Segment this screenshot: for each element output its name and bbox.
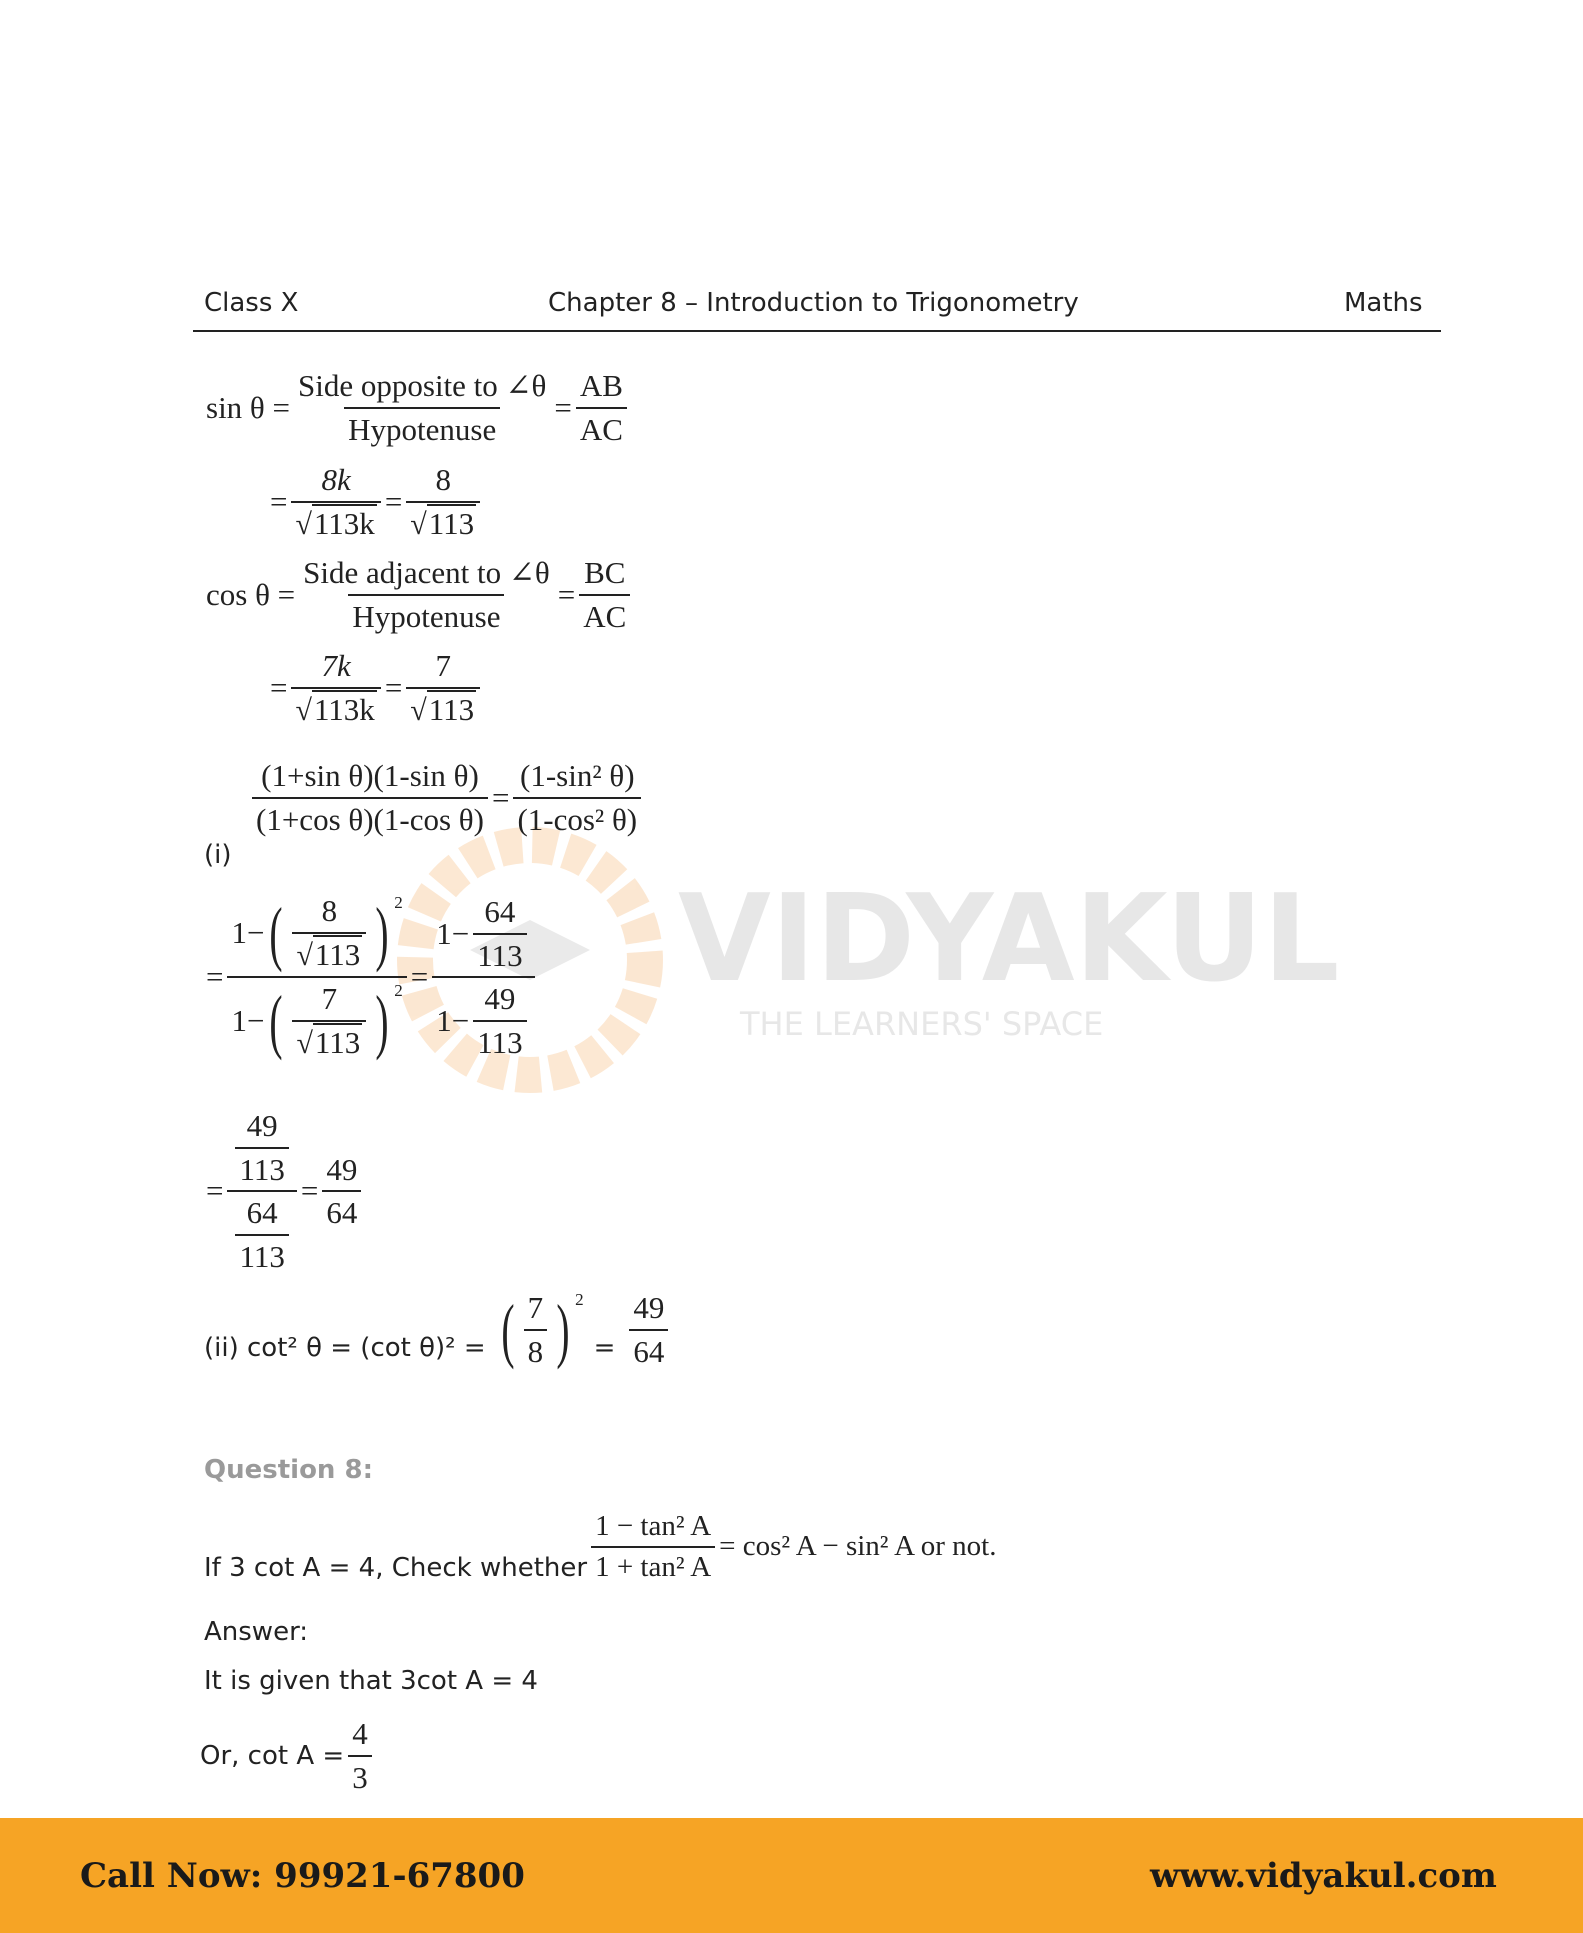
- part-i-right-fraction: [513, 758, 641, 837]
- eight-fraction: [406, 462, 480, 542]
- seven-k-fraction: [291, 648, 380, 728]
- radical-icon: √: [296, 938, 313, 972]
- left-paren-icon: (: [501, 1289, 515, 1370]
- substituted-denominator: [227, 976, 406, 1061]
- formula-rhs: = cos² A − sin² A or not.: [719, 1530, 997, 1562]
- seven-text: 7: [527, 1290, 544, 1325]
- sqrt-113: [406, 501, 480, 543]
- radicand: 113: [428, 505, 475, 541]
- result-49-over-64: [322, 1152, 361, 1231]
- sin-definition: [206, 368, 631, 447]
- seven-over-root-fraction: [292, 981, 366, 1061]
- substituted-fraction: [227, 893, 406, 1061]
- simplified-numerator: [432, 894, 534, 976]
- four-text: 4: [352, 1716, 368, 1751]
- substituted-numerator: [227, 893, 406, 976]
- eight-k-fraction: [291, 462, 380, 542]
- radicand: 113: [314, 936, 361, 972]
- part-ii-expression: [204, 1290, 672, 1369]
- right-paren-icon: ): [375, 981, 389, 1062]
- part-ii-text: (ii) cot² θ = (cot θ)² =: [204, 1333, 486, 1364]
- radicand: 113: [314, 1024, 361, 1060]
- sixty-four-text: 64: [322, 1190, 361, 1231]
- complex-fraction: [227, 1108, 296, 1275]
- sqrt-113: [406, 687, 480, 729]
- part-i-left-fraction: [252, 758, 488, 837]
- cot-label: Or, cot A =: [200, 1740, 345, 1771]
- 49-over-113: [473, 981, 526, 1060]
- tan-numerator: 1 − tan² A: [595, 1510, 712, 1542]
- eight-text: 8: [435, 462, 451, 497]
- equals: =: [410, 959, 429, 995]
- equals: =: [300, 1173, 319, 1209]
- left-paren-icon: (: [269, 981, 284, 1062]
- right-paren-icon: ): [556, 1289, 570, 1370]
- radical-icon: √: [295, 693, 312, 727]
- forty-nine-text: 49: [326, 1151, 358, 1187]
- one-minus: 1−: [436, 1002, 470, 1038]
- sixty-four-text: 64: [484, 893, 516, 929]
- question-heading: Question 8:: [204, 1455, 373, 1485]
- 64-over-113: [473, 894, 526, 973]
- ab-text: AB: [579, 368, 623, 403]
- sqrt-113k: [291, 501, 380, 543]
- watermark-tagline: THE LEARNERS' SPACE: [740, 1005, 1104, 1043]
- eight-text: 8: [321, 893, 338, 928]
- one-thirteen-text: 113: [473, 1020, 526, 1061]
- square-exponent: 2: [575, 1290, 584, 1309]
- sin-numerator: Side opposite to ∠θ: [298, 368, 547, 403]
- equals: =: [491, 779, 510, 815]
- 64-over-113: [235, 1195, 288, 1274]
- radicand: 113k: [313, 691, 375, 727]
- tan-fraction: [591, 1510, 715, 1585]
- substitution-step: [206, 893, 539, 1061]
- ac-text: AC: [576, 407, 627, 448]
- part-i-numerator: (1+sin θ)(1-sin θ): [261, 758, 479, 793]
- complex-fraction-step: [206, 1108, 365, 1275]
- sixty-four-text: 64: [246, 1195, 278, 1231]
- header-chapter: Chapter 8 – Introduction to Trigonometry: [548, 288, 1079, 318]
- tan-denominator: 1 + tan² A: [591, 1546, 715, 1584]
- equals: =: [554, 389, 572, 425]
- complex-denominator: [227, 1190, 296, 1274]
- equals: =: [206, 1173, 224, 1209]
- sin-lhs: sin θ =: [206, 389, 291, 425]
- part-i-expression: [248, 758, 645, 837]
- seven-text: 7: [321, 981, 338, 1017]
- header-rule: [193, 330, 1441, 332]
- cos-numerator: Side adjacent to ∠θ: [303, 555, 550, 590]
- question-statement: [204, 1510, 996, 1585]
- eight-over-root-fraction: [292, 893, 366, 973]
- complex-numerator: [227, 1108, 296, 1190]
- part-i-denominator: (1+cos θ)(1-cos θ): [252, 797, 488, 838]
- equals: =: [384, 670, 403, 706]
- 49-over-113: [235, 1108, 288, 1187]
- eight-k-text: 8k: [321, 462, 351, 497]
- equals: =: [270, 484, 288, 520]
- sqrt-113: [292, 932, 366, 974]
- cos-fraction: [299, 555, 554, 634]
- right-paren-icon: ): [375, 893, 389, 974]
- equals: =: [270, 670, 288, 706]
- forty-nine-text: 49: [246, 1108, 278, 1143]
- one-thirteen-text: 113: [473, 933, 526, 974]
- eight-text: 8: [524, 1329, 548, 1370]
- part-i-label: (i): [204, 840, 232, 870]
- sin-denominator: Hypotenuse: [344, 407, 500, 448]
- sin-fraction: [294, 368, 550, 447]
- footer-call[interactable]: Call Now: 99921-67800: [80, 1856, 525, 1896]
- header-subject: Maths: [1344, 288, 1423, 318]
- simplified-fraction: [432, 894, 534, 1061]
- square-exponent: 2: [394, 981, 403, 1001]
- equals: =: [384, 484, 403, 520]
- cos-lhs: cos θ =: [206, 576, 296, 612]
- one-minus: 1−: [231, 1003, 265, 1039]
- seven-eighths-squared: [496, 1290, 584, 1369]
- one-minus: 1−: [231, 915, 265, 951]
- sixty-four-text: 64: [629, 1329, 668, 1370]
- watermark-brand: VIDYAKUL: [678, 870, 1340, 1009]
- square-exponent: 2: [394, 893, 403, 912]
- footer-website-link[interactable]: www.vidyakul.com: [1150, 1856, 1497, 1896]
- bc-ac-fraction: [579, 555, 630, 634]
- radical-icon: √: [295, 507, 312, 541]
- seven-over-eight: [524, 1290, 548, 1369]
- equals: =: [206, 959, 224, 995]
- one-minus: 1−: [436, 915, 470, 951]
- header-class: Class X: [204, 288, 299, 318]
- left-paren-icon: (: [269, 893, 284, 974]
- one-thirteen-text: 113: [235, 1147, 288, 1188]
- result-49-over-64: [629, 1290, 668, 1369]
- sin-value: [270, 462, 484, 542]
- bc-text: BC: [584, 555, 626, 590]
- cos-definition: [206, 555, 634, 634]
- simplified-denominator: [432, 976, 534, 1060]
- answer-label: Answer:: [204, 1617, 309, 1647]
- seven-k-text: 7k: [321, 648, 351, 683]
- seven-text: 7: [435, 648, 451, 683]
- four-thirds: [348, 1716, 372, 1795]
- cot-value: [200, 1716, 376, 1795]
- part-i-right-numerator: (1-sin² θ): [520, 758, 635, 793]
- forty-nine-text: 49: [484, 981, 516, 1017]
- one-thirteen-text: 113: [235, 1234, 288, 1275]
- radical-icon: √: [296, 1026, 313, 1060]
- equals: =: [557, 576, 576, 612]
- given-statement: It is given that 3cot A = 4: [204, 1666, 538, 1696]
- equals: =: [593, 1333, 616, 1364]
- part-i-right-denominator: (1-cos² θ): [513, 797, 641, 838]
- seven-fraction: [406, 648, 480, 728]
- footer-banner: [0, 1818, 1583, 1933]
- question-intro: If 3 cot A = 4, Check whether: [204, 1552, 588, 1583]
- radicand: 113k: [313, 505, 375, 541]
- three-text: 3: [348, 1755, 372, 1796]
- sqrt-113: [292, 1020, 366, 1062]
- radical-icon: √: [410, 693, 427, 727]
- radicand: 113: [428, 691, 475, 727]
- cos-denominator: Hypotenuse: [348, 594, 504, 635]
- forty-nine-text: 49: [633, 1290, 665, 1325]
- ac-text: AC: [579, 594, 630, 635]
- cos-value: [270, 648, 484, 728]
- radical-icon: √: [410, 507, 427, 541]
- ab-ac-fraction: [576, 368, 627, 447]
- sqrt-113k: [291, 687, 380, 729]
